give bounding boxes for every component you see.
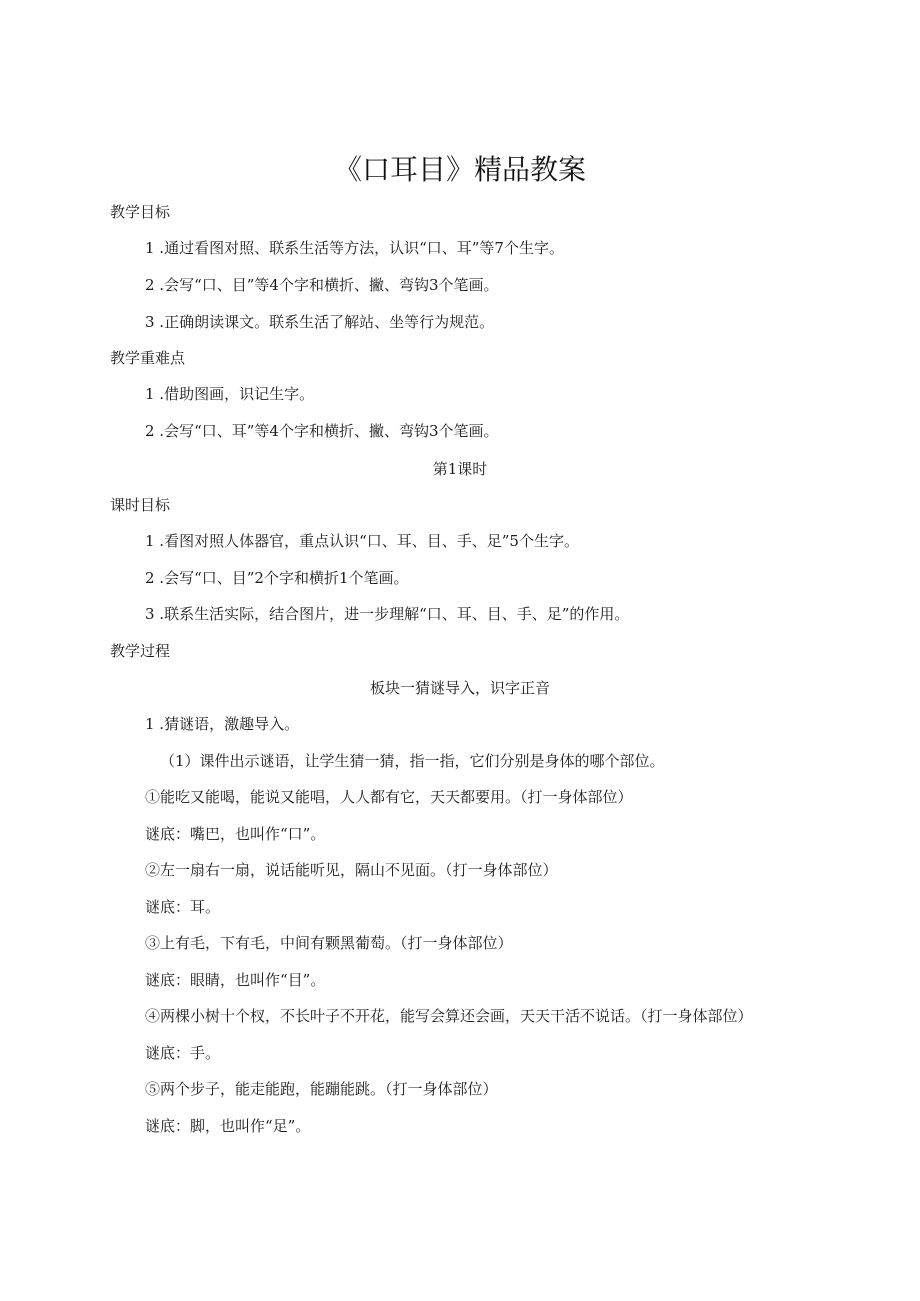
riddle: ①能吃又能喝，能说又能唱，人人都有它，天天都要用。（打一身体部位） [145,788,633,806]
objective-item: 3 .正确朗读课文。联系生活了解站、坐等行为规范。 [145,313,495,331]
section-heading: 教学过程 [110,642,171,660]
section-heading: 教学重难点 [110,349,186,367]
document-title: 《口耳目》精品教案 [333,153,586,186]
lesson-goal-item: 2 .会写“口、目”2个字和横折1个笔画。 [145,569,409,587]
objective-item: 2 .会写“口、目”等4个字和横折、撇、弯钩3个笔画。 [145,276,499,294]
process-substep: （1）课件出示谜语，让学生猜一猜，指一指，它们分别是身体的哪个部位。 [160,752,665,770]
riddle-answer: 谜底：手。 [145,1044,221,1062]
process-step: 1 .猜谜语，激趣导入。 [145,715,300,733]
riddle: ④两棵小树十个杈，不长叶子不开花，能写会算还会画，天天干活不说话。（打一身体部位） [145,1007,753,1025]
objective-item: 1 .通过看图对照、联系生活等方法，认识“口、耳”等7个生字。 [145,239,564,257]
riddle-answer: 谜底：嘴巴，也叫作“口”。 [145,825,326,843]
section-heading: 课时目标 [110,496,171,514]
difficulty-item: 1 .借助图画，识记生字。 [145,385,315,403]
riddle: ②左一扇右一扇，说话能听见，隔山不见面。（打一身体部位） [145,861,558,879]
lesson-goal-item: 3 .联系生活实际，结合图片，进一步理解“口、耳、目、手、足”的作用。 [145,605,630,623]
difficulty-item: 2 .会写“口、耳”等4个字和横折、撇、弯钩3个笔画。 [145,422,499,440]
section-heading: 教学目标 [110,203,171,221]
riddle-answer: 谜底：眼睛，也叫作“目”。 [145,971,326,989]
riddle: ⑤两个步子，能走能跑，能蹦能跳。（打一身体部位） [145,1080,498,1098]
lesson-goal-item: 1 .看图对照人体器官，重点认识“口、耳、目、手、足”5个生字。 [145,532,579,550]
lesson-number: 第1课时 [432,460,488,478]
riddle: ③上有毛，下有毛，中间有颗黑葡萄。（打一身体部位） [145,934,513,952]
riddle-answer: 谜底：脚，也叫作“足”。 [145,1117,311,1135]
block-heading: 板块一猜谜导入，识字正音 [369,679,550,697]
riddle-answer: 谜底：耳。 [145,898,221,916]
